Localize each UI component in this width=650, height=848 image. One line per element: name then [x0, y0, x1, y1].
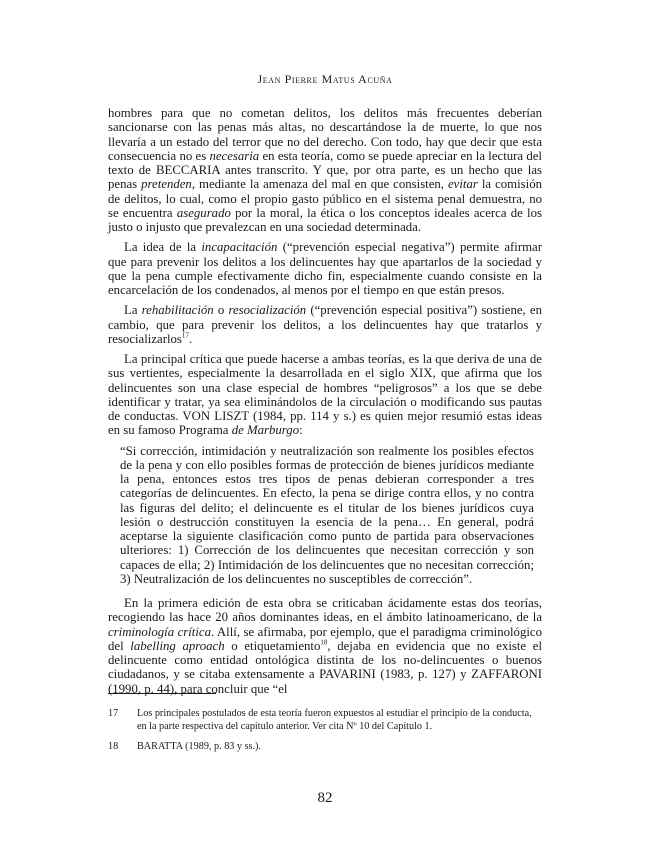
- paragraph: La idea de la incapacitación (“prevención especial negativa”) permite afirmar que para prevenir los delitos a los delincuentes hay que apartarlos de la sociedad y que la pena cumple efectivamente dicho fin, especialmente cuando consiste en la encarcelación de los condenados, al menos por el tiempo en que están presos.: [108, 240, 542, 297]
- italic-text: rehabilitación: [141, 303, 214, 318]
- footnote-rule: [108, 693, 216, 694]
- paragraph: hombres para que no cometan delitos, los delitos más frecuentes deberían sancionarse con las penas más altas, no descartándose la de muerte, lo que nos llevaría a un estado del terror que no del derecho. Con todo, hay que decir que esta consecuencia no es necesaria en esta teoría, como se puede apreciar en la lectura del texto de BECCARIA antes transcrito. Y que, por otra parte, es un hecho que las penas pretenden, mediante la amenaza del mal en que consisten, evitar la comisión de delitos, lo cual, como el propio gasto público en el sistema penal demuestra, no se encuentra asegurado por la moral, la ética o los conceptos ideales acerca de los justo o injusto que prevalezcan en una sociedad determinada.: [108, 106, 542, 234]
- footnote-text: BARATTA (1989, p. 83 y ss.).: [137, 741, 261, 752]
- footnote-ref: 17: [181, 331, 189, 340]
- page-number: 82: [317, 790, 333, 806]
- italic-text: criminología crítica: [108, 624, 211, 639]
- italic-text: de Marburgo: [231, 423, 300, 438]
- italic-text: asegurado: [176, 205, 231, 220]
- italic-text: evitar: [448, 177, 478, 192]
- quote-text: “Si corrección, intimidación y neutralización son realmente los posibles efectos de la pena y con ello posibles formas de protección de bienes jurídicos mediante la pena, entonces estos tres tipos de penas debieran corresponder a tres categorías de delincuentes. En efecto, la pena se dirige contra ellos, y no contra las figuras del delito; el delincuente es el titular de los bienes jurídicos cuya lesión o destrucción constituyen la esencia de la pena… En general, podrá aceptarse la siguiente clasificación como punto de partida para observaciones ulteriores: 1) Corrección de los delincuentes que necesitan corrección y son capaces de ella; 2) Intimidación de los delincuentes que no necesitan corrección; 3) Neutralización de los delincuentes no susceptibles de corrección”.: [120, 443, 534, 586]
- footnote: [108, 740, 542, 753]
- footnote-text: Los principales postulados de esta teoría fueron expuestos al estudiar el principio de la conducta, en la parte respectiva del capítulo anterior. Ver cita Nº 10 del Capítulo 1.: [137, 708, 532, 732]
- footnotes: [108, 707, 542, 760]
- running-head: Jean Pierre Matus Acuña: [257, 72, 393, 86]
- italic-text: incapacitación: [201, 240, 278, 255]
- block-quote: [120, 444, 534, 587]
- italic-text: resocialización: [228, 303, 307, 318]
- footnote-ref: 18: [320, 638, 328, 647]
- italic-text: necesaria: [209, 148, 260, 163]
- body-text: [108, 106, 542, 702]
- footnote: [108, 707, 542, 733]
- paragraph: La rehabilitación o resocialización (“prevención especial positiva”) sostiene, en cambio, que para prevenir los delitos, a los delincuentes hay que tratarlos y resocializarlos$^{17}$.: [108, 303, 543, 346]
- paragraph: En la primera edición de esta obra se criticaban ácidamente estas dos teorías, recogiendo las hace 20 años dominantes ideas, en el ámbito latinoamericano, de la criminología crítica. Allí, se afirmaba, por ejemplo, que el paradigma criminológico del labelling aproach o etiquetamiento$^{18}$, dejaba en evidencia que no existe el delincuente como entidad ontológica distinta de los no-delincuentes o buenos ciudadanos, y se citaba extensamente a PAVARINI (1983, p. 127) y ZAFFARONI (1990, p. 44), para concluir que “el: [108, 596, 542, 696]
- italic-text: labelling aproach: [130, 638, 225, 653]
- italic-text: pretenden,: [141, 177, 196, 192]
- footnote-number: 18: [108, 741, 119, 752]
- paragraph: La principal crítica que puede hacerse a ambas teorías, es la que deriva de una de sus vertientes, especialmente la desarrollada en el siglo XIX, que afirma que los delincuentes son una clase especial de hombres “peligrosos” a los que se debe identificar y tratar, ya sea eliminándolos de la circulación o modificando sus pautas de conductas. VON LISZT (1984, pp. 114 y s.) es quien mejor resumió estas ideas en su famoso Programa de Marburgo:: [108, 352, 542, 438]
- footnote-number: 17: [108, 708, 119, 719]
